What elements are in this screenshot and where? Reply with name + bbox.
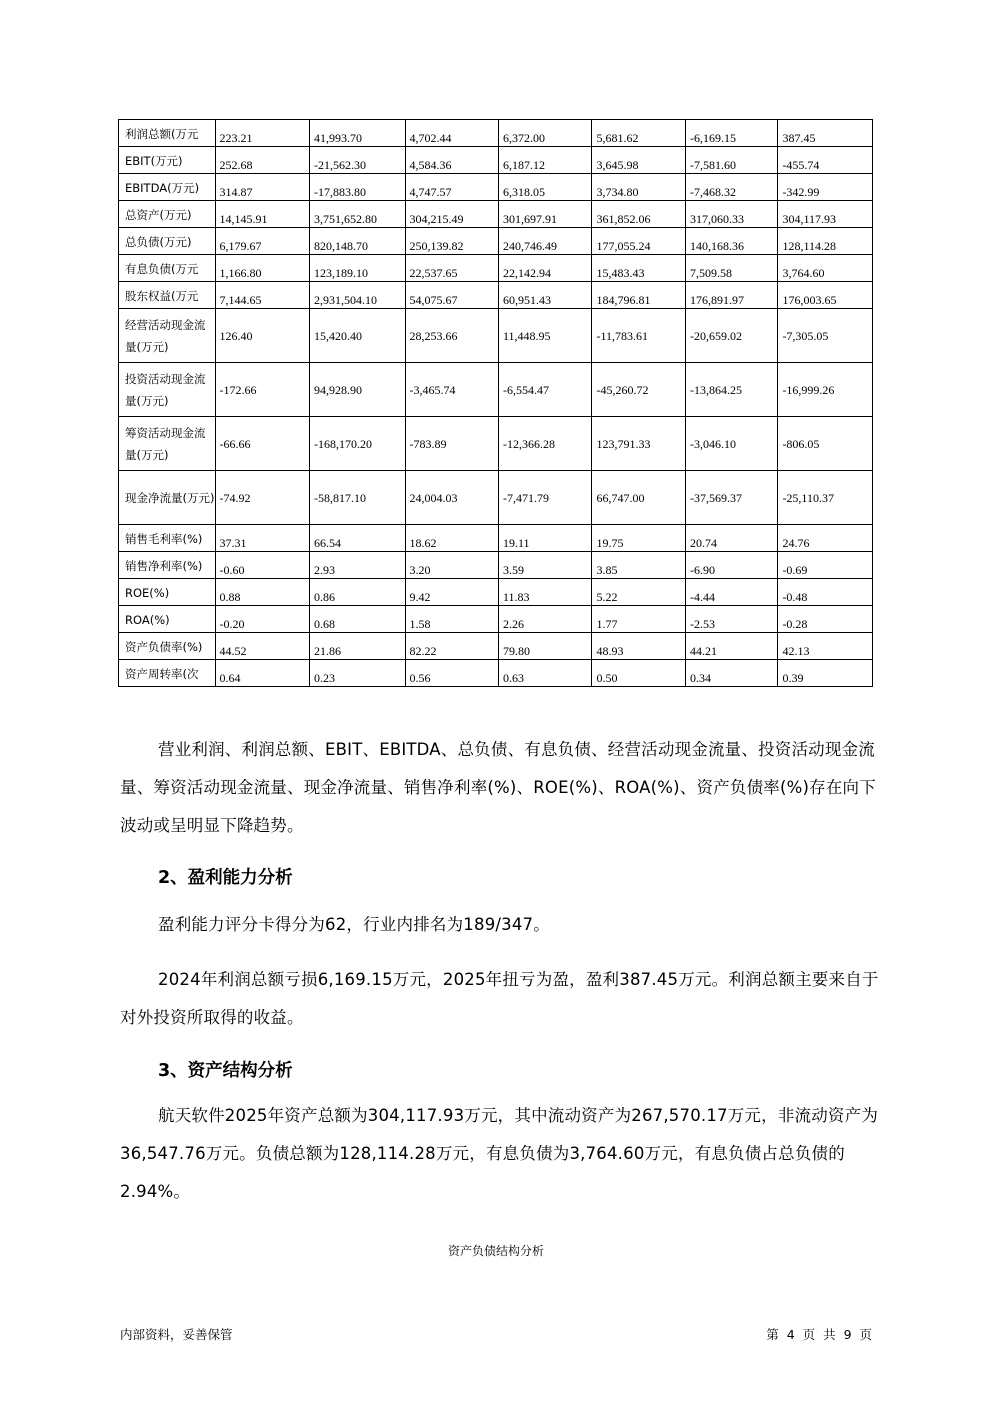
table-cell: 11,448.95 [498,309,591,363]
table-cell: 361,852.06 [592,201,685,228]
table-cell: 176,891.97 [685,282,777,309]
table-cell: 3,751,652.80 [310,201,406,228]
table-row [119,417,873,471]
table-cell: 82.22 [405,633,498,660]
table-cell: 21.86 [310,633,406,660]
table-cell: -172.66 [215,363,310,417]
table-row [119,120,873,147]
row-label: 利润总额(万元 [119,120,216,147]
table-cell: -806.05 [778,417,873,471]
table-row [119,606,873,633]
profit-paragraph: 2024年利润总额亏损6,169.15万元，2025年扭亏为盈，盈利387.45万元。利润总额主要来自于对外投资所取得的收益。 [120,970,879,1027]
table-cell: -783.89 [405,417,498,471]
table-cell: 4,702.44 [405,120,498,147]
table-cell: 184,796.81 [592,282,685,309]
table-cell: 317,060.33 [685,201,777,228]
table-cell: 240,746.49 [498,228,591,255]
table-cell: 15,420.40 [310,309,406,363]
footer-page-number: 第 4 页 共 9 页 [766,1327,872,1342]
table-cell: 14,145.91 [215,201,310,228]
row-label: 现金净流量(万元) [119,471,216,525]
row-label: 资产周转率(次 [119,660,216,687]
table-cell: -4.44 [685,579,777,606]
table-cell: 176,003.65 [778,282,873,309]
table-row [119,633,873,660]
table-cell: 94,928.90 [310,363,406,417]
financial-table-body [119,120,873,687]
table-cell: -0.48 [778,579,873,606]
table-cell: -37,569.37 [685,471,777,525]
table-row [119,255,873,282]
table-cell: 3.85 [592,552,685,579]
table-cell: -2.53 [685,606,777,633]
table-cell: 314.87 [215,174,310,201]
table-cell: 6,318.05 [498,174,591,201]
table-cell: 252.68 [215,147,310,174]
table-cell: 44.52 [215,633,310,660]
row-label: EBITDA(万元) [119,174,216,201]
row-label: 销售毛利率(%) [119,525,216,552]
table-row [119,282,873,309]
table-cell: 20.74 [685,525,777,552]
table-cell: 19.75 [592,525,685,552]
table-cell: -12,366.28 [498,417,591,471]
table-cell: 123,189.10 [310,255,406,282]
row-label: 有息负债(万元 [119,255,216,282]
table-cell: 820,148.70 [310,228,406,255]
row-label: 销售净利率(%) [119,552,216,579]
score-paragraph: 盈利能力评分卡得分为62，行业内排名为189/347。 [158,915,550,934]
footer-confidential-note: 内部资料，妥善保管 [120,1327,233,1342]
table-cell: -11,783.61 [592,309,685,363]
table-cell: 7,509.58 [685,255,777,282]
table-cell: -7,471.79 [498,471,591,525]
table-row [119,147,873,174]
table-cell: 19.11 [498,525,591,552]
table-cell: -74.92 [215,471,310,525]
table-cell: -58,817.10 [310,471,406,525]
table-cell: 250,139.82 [405,228,498,255]
table-cell: 11.83 [498,579,591,606]
table-cell: -6,554.47 [498,363,591,417]
table-cell: 37.31 [215,525,310,552]
table-cell: -7,305.05 [778,309,873,363]
section-heading-profitability: 2、盈利能力分析 [158,868,293,888]
table-cell: -21,562.30 [310,147,406,174]
table-row [119,228,873,255]
table-cell: -168,170.20 [310,417,406,471]
table-cell: 60,951.43 [498,282,591,309]
table-cell: 28,253.66 [405,309,498,363]
table-cell: 126.40 [215,309,310,363]
table-cell: -45,260.72 [592,363,685,417]
table-cell: 140,168.36 [685,228,777,255]
table-cell: 24,004.03 [405,471,498,525]
table-cell: 66.54 [310,525,406,552]
row-label: 投资活动现金流量(万元) [119,363,216,417]
table-cell: 2,931,504.10 [310,282,406,309]
table-cell: 41,993.70 [310,120,406,147]
table-cell: -13,864.25 [685,363,777,417]
trend-paragraph: 营业利润、利润总额、EBIT、EBITDA、总负债、有息负债、经营活动现金流量、投资活动现金流量、筹资活动现金流量、现金净流量、销售净利率(%)、ROE(%)、ROA(%)、资产负债率(%)存在向下波动或呈明显下降趋势。 [120,740,876,835]
row-label: 经营活动现金流量(万元) [119,309,216,363]
table-cell: 2.26 [498,606,591,633]
table-cell: 3.20 [405,552,498,579]
table-cell: -3,465.74 [405,363,498,417]
table-cell: -0.28 [778,606,873,633]
table-row [119,552,873,579]
table-cell: 22,537.65 [405,255,498,282]
table-cell: 304,117.93 [778,201,873,228]
table-cell: -455.74 [778,147,873,174]
table-cell: 3,764.60 [778,255,873,282]
table-cell: 0.23 [310,660,406,687]
table-row [119,363,873,417]
row-label: 股东权益(万元 [119,282,216,309]
table-cell: -25,110.37 [778,471,873,525]
table-cell: 301,697.91 [498,201,591,228]
table-row [119,525,873,552]
table-cell: 42.13 [778,633,873,660]
table-cell: 0.34 [685,660,777,687]
table-cell: 3,645.98 [592,147,685,174]
asset-paragraph: 航天软件2025年资产总额为304,117.93万元，其中流动资产为267,570.17万元，非流动资产为36,547.76万元。负债总额为128,114.28万元，有息负债为3,764.60万元，有息负债占总负债的2.94%。 [120,1106,879,1201]
table-row [119,579,873,606]
table-cell: 1,166.80 [215,255,310,282]
table-cell: 2.93 [310,552,406,579]
row-label: ROE(%) [119,579,216,606]
table-cell: 0.63 [498,660,591,687]
table-cell: 0.50 [592,660,685,687]
table-cell: -0.20 [215,606,310,633]
table-cell: -0.60 [215,552,310,579]
table-cell: 128,114.28 [778,228,873,255]
table-cell: 66,747.00 [592,471,685,525]
table-cell: 387.45 [778,120,873,147]
table-cell: 24.76 [778,525,873,552]
table-cell: 3.59 [498,552,591,579]
table-cell: 0.88 [215,579,310,606]
table-cell: 22,142.94 [498,255,591,282]
table-cell: 54,075.67 [405,282,498,309]
table-cell: 7,144.65 [215,282,310,309]
table-cell: -66.66 [215,417,310,471]
row-label: 总负债(万元) [119,228,216,255]
chart-caption: 资产负债结构分析 [447,1244,544,1258]
table-cell: -3,046.10 [685,417,777,471]
row-label: 筹资活动现金流量(万元) [119,417,216,471]
table-cell: 6,187.12 [498,147,591,174]
table-cell: -16,999.26 [778,363,873,417]
table-cell: 5,681.62 [592,120,685,147]
table-cell: -17,883.80 [310,174,406,201]
table-cell: -7,468.32 [685,174,777,201]
table-cell: 0.39 [778,660,873,687]
table-cell: 1.77 [592,606,685,633]
table-cell: 6,179.67 [215,228,310,255]
table-cell: 0.68 [310,606,406,633]
row-label: 资产负债率(%) [119,633,216,660]
table-row [119,660,873,687]
table-cell: 0.86 [310,579,406,606]
table-cell: -20,659.02 [685,309,777,363]
table-cell: 177,055.24 [592,228,685,255]
table-cell: 0.56 [405,660,498,687]
table-cell: 15,483.43 [592,255,685,282]
table-row [119,471,873,525]
financial-table [118,119,873,687]
table-cell: 123,791.33 [592,417,685,471]
table-cell: 223.21 [215,120,310,147]
table-cell: -6.90 [685,552,777,579]
table-cell: 18.62 [405,525,498,552]
table-cell: 4,584.36 [405,147,498,174]
table-row [119,174,873,201]
table-cell: 9.42 [405,579,498,606]
table-row [119,201,873,228]
table-cell: 4,747.57 [405,174,498,201]
table-cell: -0.69 [778,552,873,579]
row-label: ROA(%) [119,606,216,633]
table-cell: 6,372.00 [498,120,591,147]
row-label: 总资产(万元) [119,201,216,228]
row-label: EBIT(万元) [119,147,216,174]
table-cell: 304,215.49 [405,201,498,228]
table-cell: 1.58 [405,606,498,633]
table-cell: 48.93 [592,633,685,660]
table-cell: 0.64 [215,660,310,687]
table-cell: 5.22 [592,579,685,606]
table-cell: 3,734.80 [592,174,685,201]
table-cell: 44.21 [685,633,777,660]
table-row [119,309,873,363]
table-cell: -7,581.60 [685,147,777,174]
section-heading-asset-structure: 3、资产结构分析 [158,1061,293,1081]
table-cell: -342.99 [778,174,873,201]
table-cell: -6,169.15 [685,120,777,147]
table-cell: 79.80 [498,633,591,660]
